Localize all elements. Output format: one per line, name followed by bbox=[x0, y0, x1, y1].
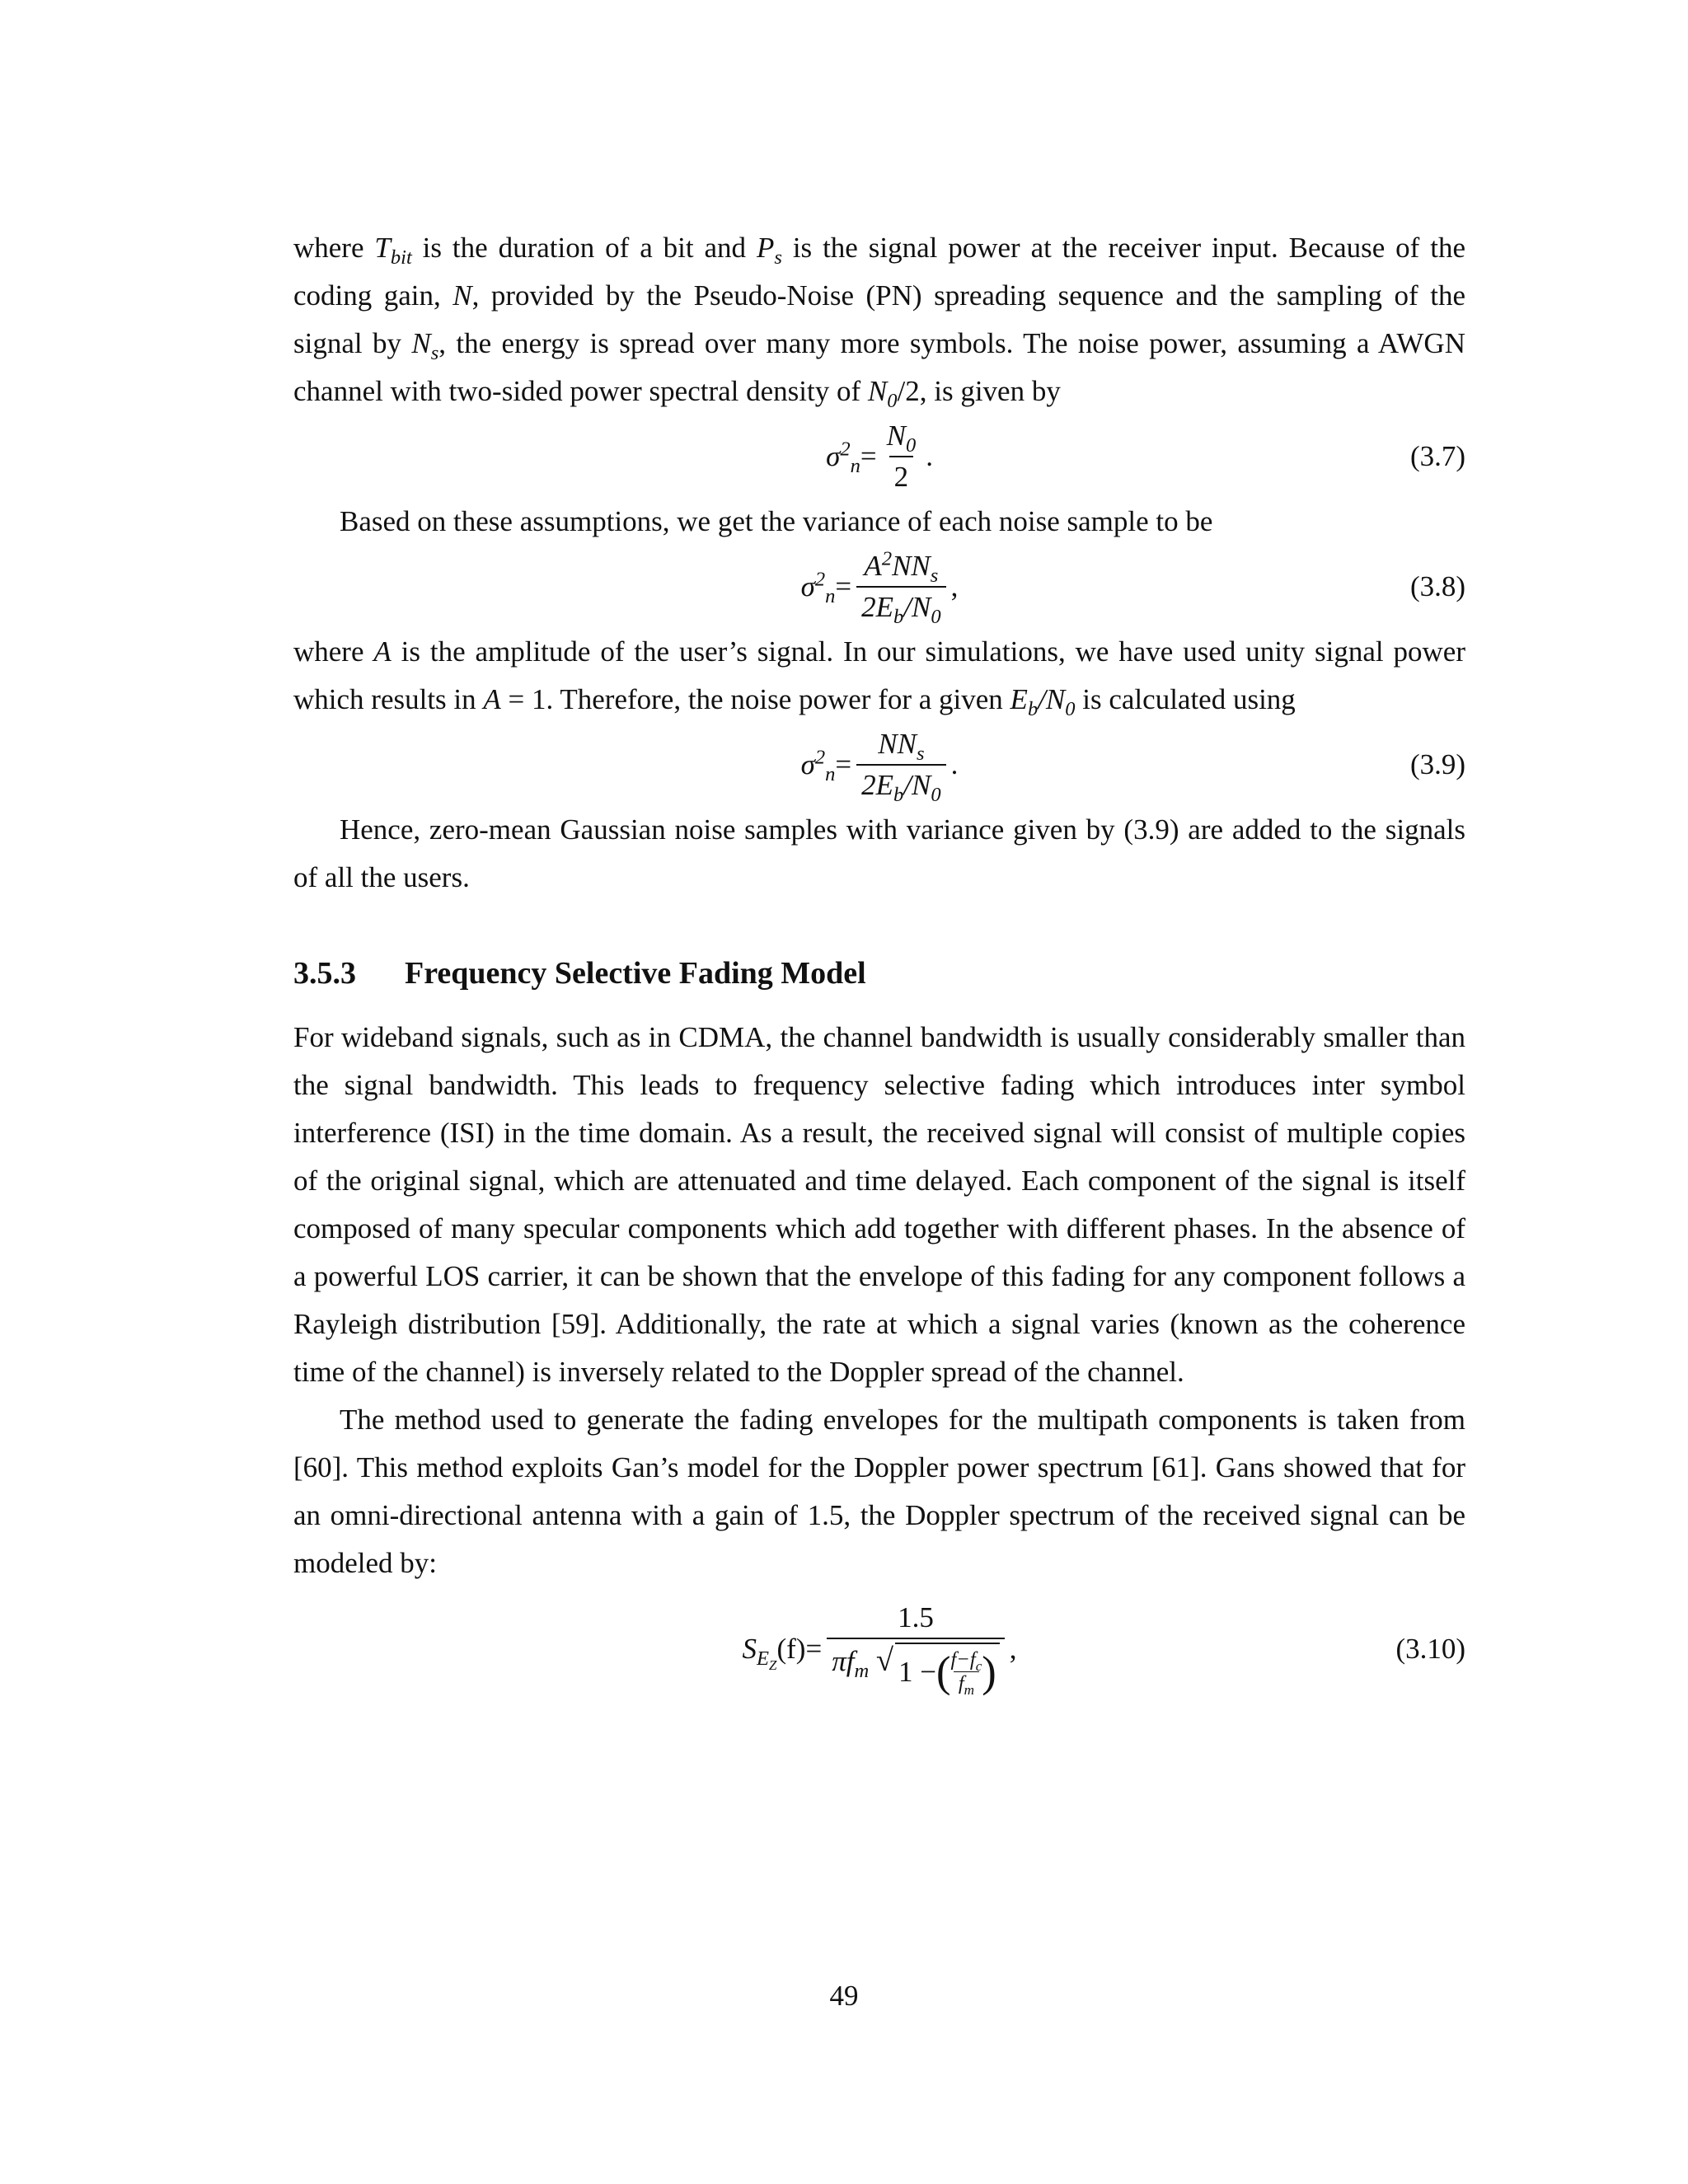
equation-3-10: $S_{E_Z}(f)$ = 1.5 $\pi f_m$ √ 1 − ( $\frac{f-f_c}{f_m}$ ) , (3.10) bbox=[742, 1601, 1465, 1699]
section-title: Frequency Selective Fading Model bbox=[405, 956, 866, 991]
symbol-n: N bbox=[452, 279, 472, 312]
fraction: $\frac{NN_s}{2E_b/N_0}$ bbox=[856, 728, 945, 803]
paragraph-noise-intro: where $T_{bit}$ is the duration of a bit and $P_s$ is the signal power at the receiver input. Because of the coding gain, N, provided by the Pseudo-Noise (PN) spreading sequence and the sampling of the signal by $N_s$, the energy is spread over many more symbols. The noise power, assuming a AWGN channel with two-sided power spectral density of $N_0/2$, is given by bbox=[293, 232, 1465, 412]
equation-3-7: $\sigma^2_n$ = $\frac{N_0}{2}$ . (3.7) bbox=[826, 419, 1465, 493]
symbol-tbit: $T_{bit}$ bbox=[374, 232, 412, 269]
fraction: $\frac{A^2NN_s}{2E_b/N_0}$ bbox=[856, 550, 945, 625]
equation-number: (3.7) bbox=[1409, 440, 1465, 472]
paragraph-noise-samples: Hence, zero-mean Gaussian noise samples with variance given by (3.9) are added to the signals of all the users. bbox=[293, 813, 1465, 893]
square-root: √ 1 − ( $\frac{f-f_c}{f_m}$ ) bbox=[876, 1643, 1000, 1697]
page-body bbox=[293, 224, 1465, 1711]
equation-number: (3.10) bbox=[1395, 1633, 1465, 1665]
symbol-ns: $N_s$ bbox=[411, 327, 439, 364]
fraction: $\frac{N_0}{2}$ bbox=[886, 419, 917, 493]
equation-number: (3.9) bbox=[1409, 748, 1465, 780]
section-number: 3.5.3 bbox=[293, 956, 356, 991]
page-number: 49 bbox=[829, 1980, 859, 2012]
symbol-ps: $P_s$ bbox=[756, 232, 782, 269]
equation-3-8: $\sigma^2_n$ = $\frac{A^2NN_s}{2E_b/N_0}$ , (3.8) bbox=[800, 547, 1465, 628]
paragraph-assumptions: Based on these assumptions, we get the variance of each noise sample to be bbox=[340, 505, 1213, 537]
paragraph-wideband: For wideband signals, such as in CDMA, the channel bandwidth is usually considerably smaller than the signal bandwidth. This leads to frequency selective fading which introduces inter symbol interference (ISI) in the time domain. As a result, the received signal will consist of multiple copies of the original signal, which are attenuated and time delayed. Each component of the signal is itself composed of many specular components which add together with different phases. In the absence of a powerful LOS carrier, it can be shown that the envelope of this fading for any component follows a Rayleigh distribution [59]. Additionally, the rate at which a signal varies (known as the coherence time of the channel) is inversely related to the Doppler spread of the channel. bbox=[293, 1021, 1465, 1388]
section-heading bbox=[293, 949, 1465, 997]
paragraph-method: The method used to generate the fading envelopes for the multipath components is taken from [60]. This method exploits Gan’s model for the Doppler power spectrum [61]. Gans showed that for an omni-directional antenna with a gain of 1.5, the Doppler spectrum of the received signal can be modeled by: bbox=[293, 1404, 1465, 1579]
equation-3-9: $\sigma^2_n$ = $\frac{NN_s}{2E_b/N_0}$ . (3.9) bbox=[800, 727, 1465, 806]
fraction: 1.5 $\pi f_m$ √ 1 − ( $\frac{f-f_c}{f_m}$ ) bbox=[827, 1601, 1005, 1698]
equation-number: (3.8) bbox=[1409, 570, 1465, 602]
paragraph-amplitude: where A is the amplitude of the user’s signal. In our simulations, we have used unity signal power which results in A = 1. Therefore, the noise power for a given $E_b/N_0$ is calculated using bbox=[293, 635, 1465, 720]
symbol-n0: $N_0$ bbox=[867, 375, 898, 412]
